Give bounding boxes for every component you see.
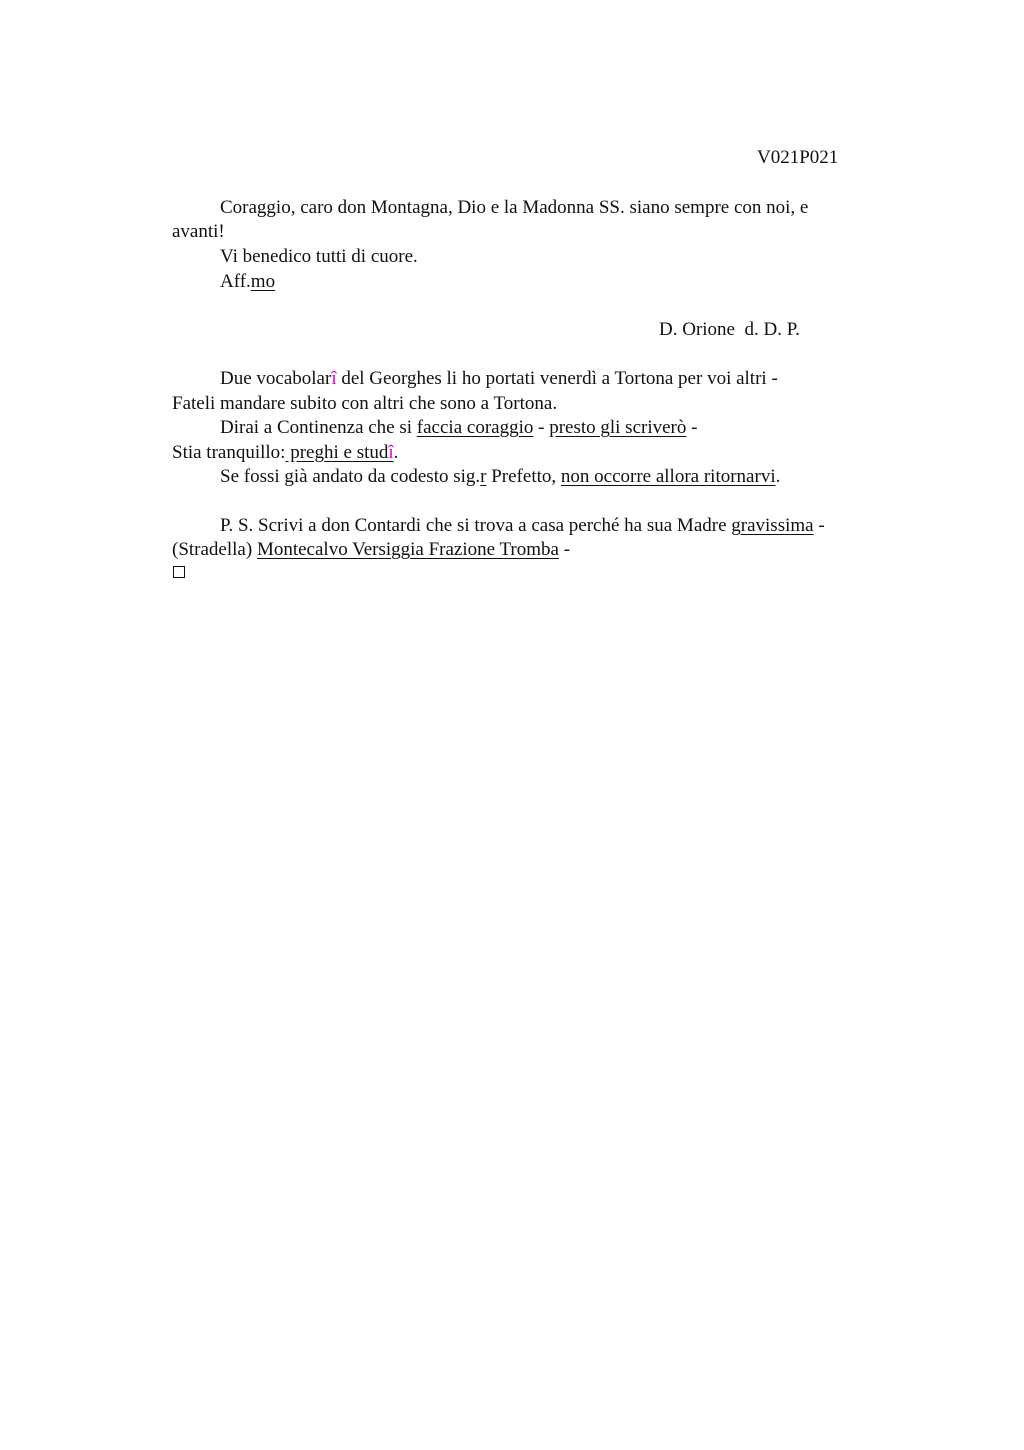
postscript-text-a: P. S. Scrivi a don Contardi che si trova a casa perché ha sua Madre xyxy=(220,515,732,536)
paragraph-5-underlined-1: r xyxy=(480,466,487,487)
postscript-line-2 xyxy=(172,538,570,562)
paragraph-5-text-c: . xyxy=(775,466,781,487)
postscript-underlined-1: gravissima xyxy=(731,515,814,536)
empty-box-icon xyxy=(173,566,185,578)
reference-code: V021P021 xyxy=(757,147,839,168)
closing-line xyxy=(220,270,275,294)
paragraph-4-underlined-text: preghi e stud xyxy=(285,442,389,463)
paragraph-4-text-b: . xyxy=(393,442,399,463)
paragraph-5-text-a: Se fossi già andato da codesto sig. xyxy=(220,466,481,487)
postscript-text-c: (Stradella) xyxy=(172,539,257,560)
paragraph-3-underlined-1: faccia coraggio xyxy=(416,417,534,438)
paragraph-2-line-2: Fateli mandare subito con altri che sono a Tortona. xyxy=(172,393,558,414)
paragraph-2-line-1 xyxy=(220,367,778,391)
paragraph-4-underlined xyxy=(285,442,393,463)
paragraph-2-mark: î xyxy=(331,368,337,389)
postscript-underlined-2: Montecalvo Versiggia Frazione Tromba xyxy=(256,539,559,560)
paragraph-5 xyxy=(220,465,780,489)
signature: D. Orione d. D. P. xyxy=(659,319,800,340)
paragraph-4 xyxy=(172,441,398,465)
paragraph-3-underlined-2: presto gli scriverò xyxy=(549,417,687,438)
paragraph-4-text-a: Stia tranquillo: xyxy=(172,442,286,463)
blessing-line: Vi benedico tutti di cuore. xyxy=(220,246,418,267)
postscript-text-d: - xyxy=(558,539,571,560)
paragraph-2-text-b: del Georghes li ho portati venerdì a Tortona per voi altri - xyxy=(336,368,778,389)
paragraph-3-text-c: - xyxy=(686,417,698,438)
paragraph-2-text-a: Due vocabolar xyxy=(220,368,332,389)
closing-suffix: mo xyxy=(250,271,276,292)
paragraph-1-line-1: Coraggio, caro don Montagna, Dio e la Madonna SS. siano sempre con noi, e xyxy=(220,197,809,218)
paragraph-3 xyxy=(220,416,697,440)
paragraph-1-line-2: avanti! xyxy=(172,221,225,242)
paragraph-4-mark: î xyxy=(388,442,394,463)
paragraph-3-text-b: - xyxy=(533,417,550,438)
postscript-line-1 xyxy=(220,514,825,538)
closing-prefix: Aff. xyxy=(220,271,251,292)
paragraph-5-text-b: Prefetto, xyxy=(486,466,561,487)
paragraph-5-underlined-2: non occorre allora ritornarvi xyxy=(560,466,776,487)
paragraph-3-text-a: Dirai a Continenza che si xyxy=(220,417,417,438)
postscript-text-b: - xyxy=(813,515,825,536)
